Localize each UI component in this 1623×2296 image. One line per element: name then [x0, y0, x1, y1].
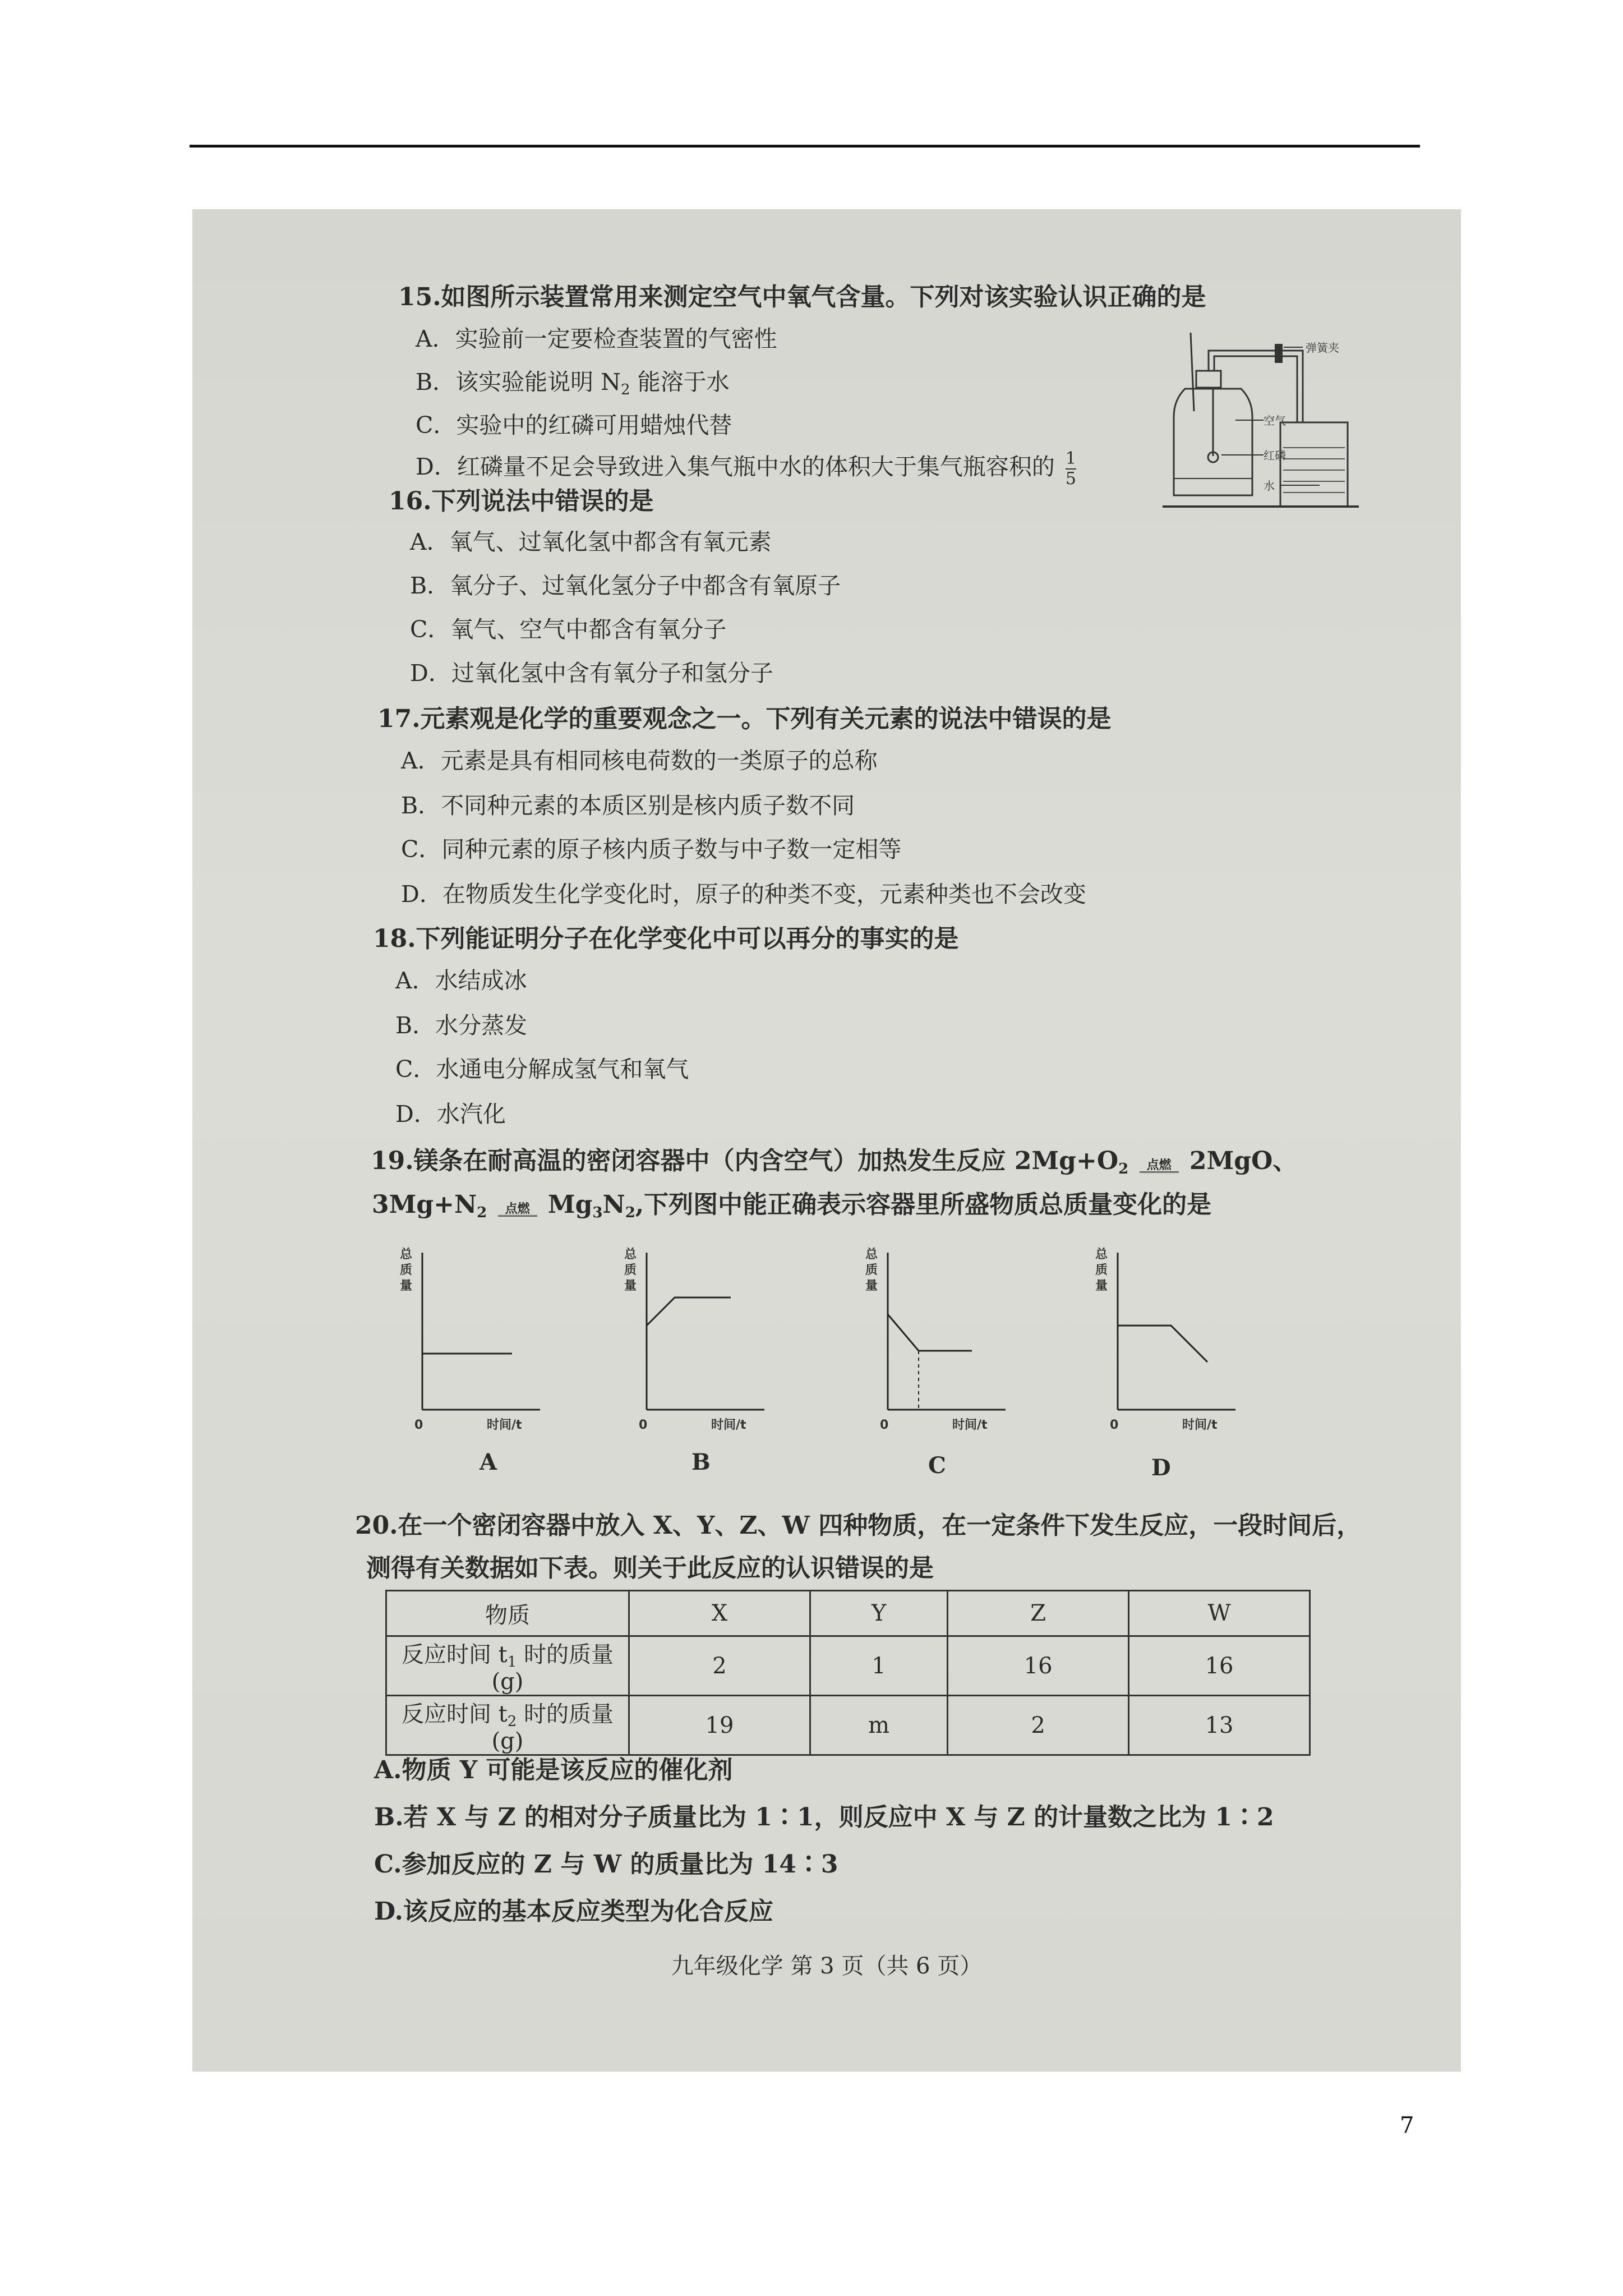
chart-b-xlabel: 时间/t: [711, 1418, 746, 1432]
q18-option-b: B．水分蒸发: [395, 1012, 528, 1039]
q17-option-b: B．不同种元素的本质区别是核内质子数不同: [401, 792, 855, 819]
table-row: [386, 1636, 1310, 1696]
chart-b-series: [647, 1297, 731, 1326]
table-header-cell: W: [1129, 1591, 1310, 1636]
chart-a-xlabel: 时间/t: [487, 1418, 522, 1432]
svg-text:总: 总: [1095, 1248, 1108, 1262]
chart-d-series: [1118, 1326, 1207, 1362]
chart-d-origin: 0: [1110, 1418, 1119, 1432]
q15-option-b: B．该实验能说明 N2 能溶于水: [416, 369, 730, 398]
label-water: 水: [1264, 479, 1275, 493]
svg-text:量: 量: [865, 1279, 878, 1293]
q18-option-d: D．水汽化: [395, 1101, 506, 1128]
label-red-phosphorus: 红磷: [1264, 449, 1286, 462]
q15-option-c: C．实验中的红磷可用蜡烛代替: [416, 412, 732, 439]
table-cell: 1: [810, 1636, 947, 1696]
table-header-cell: Y: [810, 1591, 947, 1636]
table-cell: 16: [948, 1636, 1129, 1696]
chart-b-origin: 0: [639, 1418, 648, 1432]
q20-option-b: B.若 X 与 Z 的相对分子质量比为 1∶1，则反应中 X 与 Z 的计量数之比为 1∶2: [374, 1803, 1274, 1832]
svg-text:量: 量: [1095, 1279, 1108, 1293]
q20-option-d: D.该反应的基本反应类型为化合反应: [374, 1897, 773, 1926]
table-cell: 19: [629, 1696, 810, 1755]
q17-stem: 17.元素观是化学的重要观念之一。下列有关元素的说法中错误的是: [377, 705, 1112, 733]
q16-option-d: D．过氧化氢中含有氧分子和氢分子: [410, 660, 773, 687]
chart-a-ylabel-2: 质: [400, 1263, 413, 1277]
q18-option-c: C．水通电分解成氢气和氧气: [395, 1056, 689, 1083]
chart-d: [1095, 1247, 1235, 1432]
q17-option-c: C．同种元素的原子核内质子数与中子数一定相等: [401, 836, 902, 863]
q15-stem: 15.如图所示装置常用来测定空气中氧气含量。下列对该实验认识正确的是: [398, 283, 1206, 311]
chart-a-ylabel-3: 量: [400, 1279, 413, 1293]
q15-option-a: A．实验前一定要检查装置的气密性: [416, 325, 777, 352]
q16-option-c: C．氧气、空气中都含有氧分子: [410, 616, 727, 643]
table-row-label: 反应时间 $t_2$ 时的质量(g): [386, 1696, 629, 1755]
q18-option-a: A．水结成冰: [395, 967, 527, 994]
q20-stem-line1: 20.在一个密闭容器中放入 X、Y、Z、W 四种物质，在一定条件下发生反应，一段时间后，: [355, 1511, 1362, 1540]
chart-option-a: A: [479, 1449, 497, 1475]
reaction-condition: 点燃: [1140, 1159, 1179, 1173]
q17-option-d: D．在物质发生化学变化时，原子的种类不变，元素种类也不会改变: [401, 881, 1086, 908]
table-cell: 2: [629, 1636, 810, 1696]
q20-option-a: A.物质 Y 可能是该反应的催化剂: [374, 1756, 733, 1784]
chart-option-c: C: [928, 1452, 946, 1479]
table-row: [386, 1696, 1310, 1755]
q16-stem: 16.下列说法中错误的是: [389, 487, 654, 516]
page-footer: 九年级化学 第 3 页（共 6 页）: [671, 1953, 983, 1979]
q17-option-a: A．元素是具有相同核电荷数的一类原子的总称: [401, 747, 878, 774]
q15-option-d: D．红磷量不足会导致进入集气瓶中水的体积大于集气瓶容积的 $\frac{1}{5}$: [416, 448, 1077, 489]
table-header-cell: Z: [948, 1591, 1129, 1636]
table-cell: m: [810, 1696, 947, 1755]
svg-text:总: 总: [624, 1248, 637, 1262]
table-header-cell: 物质: [386, 1591, 629, 1636]
oxygen-measurement-apparatus: [1151, 327, 1409, 518]
label-clamp: 弹簧夹: [1306, 341, 1339, 355]
q19-line1: 19.镁条在耐高温的密闭容器中（内含空气）加热发生反应 2Mg+O2 点燃 2MgO、: [371, 1147, 1298, 1177]
header-rule: [190, 145, 1420, 148]
q19-line2: 3Mg+N2 点燃 Mg3N2,下列图中能正确表示容器里所盛物质总质量变化的是: [372, 1190, 1212, 1221]
chart-a-ylabel-1: 总: [400, 1248, 413, 1262]
chart-option-b: B: [691, 1449, 711, 1475]
fraction-numerator: 1: [1065, 448, 1077, 468]
q16-option-a: A．氧气、过氧化氢中都含有氧元素: [410, 528, 772, 555]
svg-text:质: 质: [624, 1263, 637, 1277]
reaction-condition-2: 点燃: [498, 1203, 537, 1217]
q16-option-b: B．氧分子、过氧化氢分子中都含有氧原子: [410, 572, 841, 599]
label-air: 空气: [1264, 414, 1286, 427]
svg-text:质: 质: [1095, 1263, 1108, 1277]
table-header-row: [386, 1591, 1310, 1636]
table-row-label: 反应时间 $t_1$ 时的质量(g): [386, 1636, 629, 1696]
q20-option-c: C.参加反应的 Z 与 W 的质量比为 14∶3: [374, 1850, 838, 1879]
scanned-exam-photo: [192, 209, 1461, 2072]
chart-a-origin: 0: [414, 1418, 423, 1432]
table-cell: 16: [1129, 1636, 1310, 1696]
q19-charts: [400, 1241, 1426, 1432]
table-cell: 13: [1129, 1696, 1310, 1755]
chart-c-xlabel: 时间/t: [952, 1418, 988, 1432]
table-header-cell: X: [629, 1591, 810, 1636]
chart-option-d: D: [1151, 1455, 1171, 1481]
svg-text:量: 量: [624, 1279, 637, 1293]
table-cell: 2: [948, 1696, 1129, 1755]
chart-b: [624, 1247, 764, 1432]
chart-c-series: [888, 1314, 972, 1351]
page-number: 7: [1400, 2113, 1414, 2138]
q20-stem-line2: 测得有关数据如下表。则关于此反应的认识错误的是: [366, 1554, 934, 1582]
fraction-denominator: 5: [1065, 468, 1077, 489]
chart-d-xlabel: 时间/t: [1182, 1418, 1218, 1432]
svg-text:质: 质: [865, 1263, 878, 1277]
chart-c: [865, 1247, 1006, 1432]
chart-c-origin: 0: [880, 1418, 889, 1432]
chart-a: [400, 1247, 540, 1432]
q20-data-table: [385, 1590, 1311, 1756]
svg-text:总: 总: [865, 1248, 878, 1262]
q18-stem: 18.下列能证明分子在化学变化中可以再分的事实的是: [373, 924, 959, 953]
